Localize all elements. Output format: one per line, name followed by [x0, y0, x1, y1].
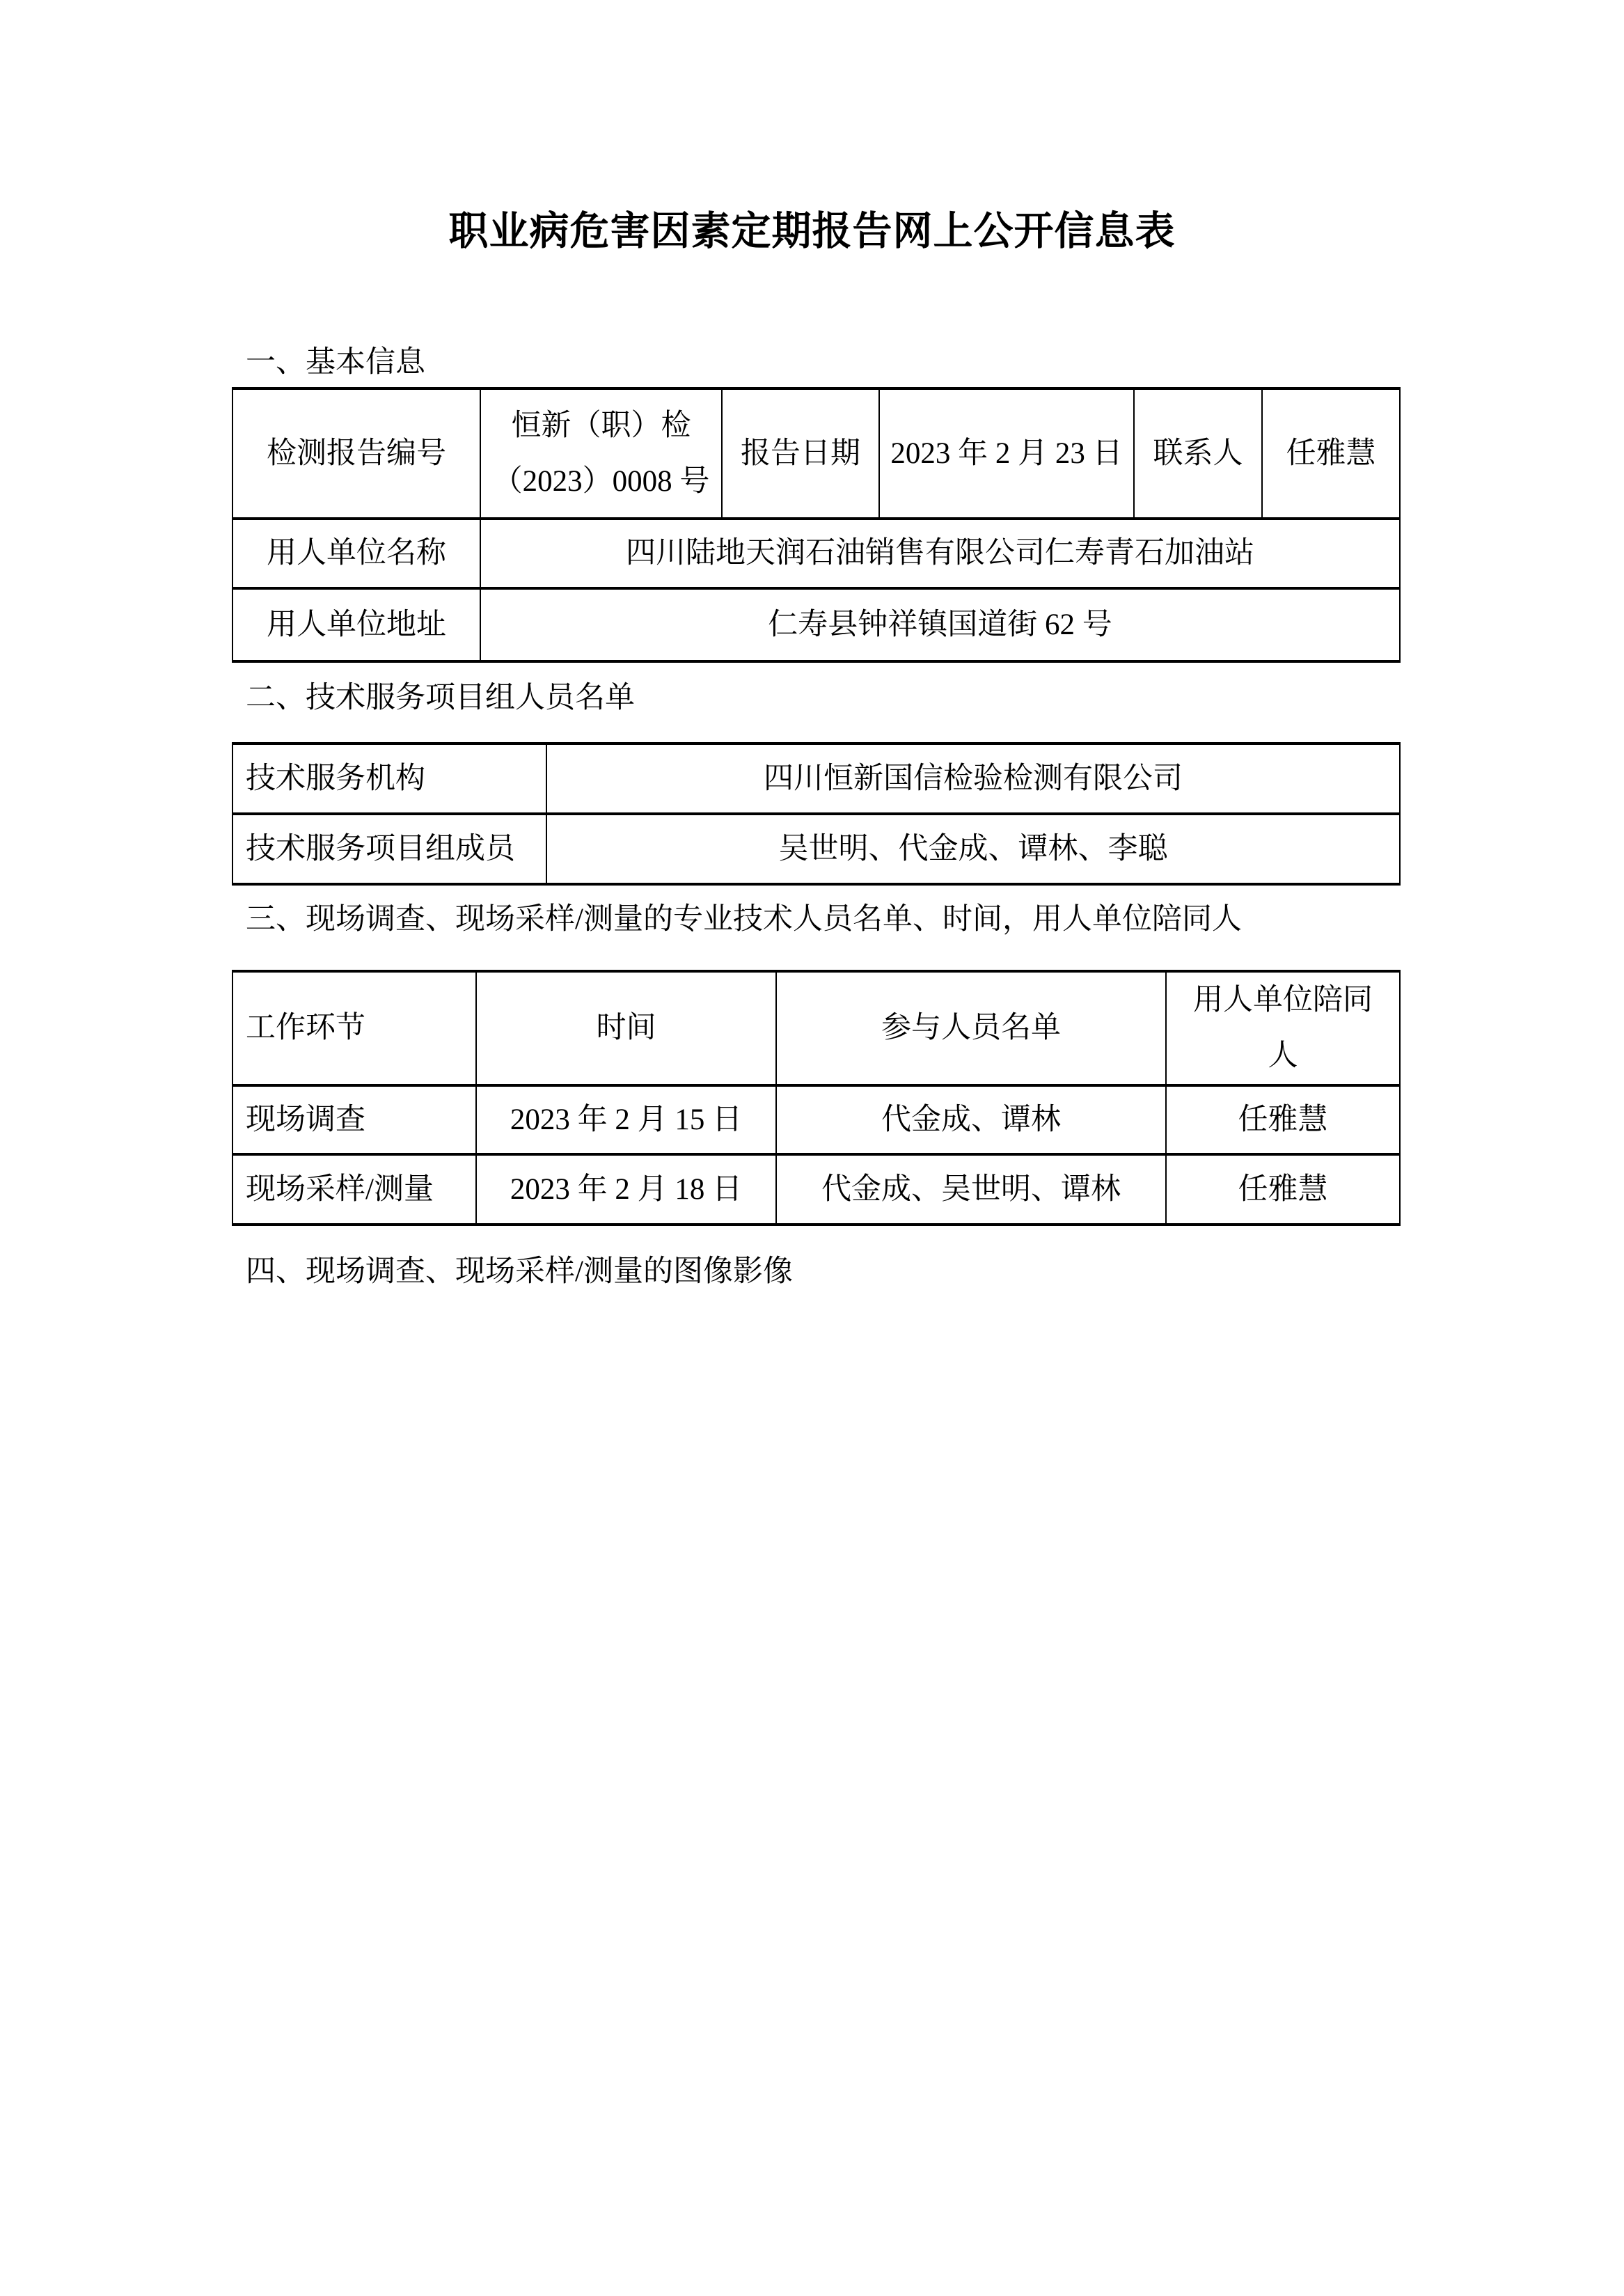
employer-address-value: 仁寿县钟祥镇国道街 62 号: [480, 588, 1400, 661]
basic-info-table: [232, 387, 1401, 663]
service-org-value: 四川恒新国信检验检测有限公司: [546, 744, 1400, 814]
escort-cell: 任雅慧: [1166, 1085, 1400, 1154]
table-row: [232, 814, 1400, 884]
employer-name-label: 用人单位名称: [232, 519, 480, 588]
table-row: [232, 1154, 1400, 1225]
contact-label: 联系人: [1134, 388, 1262, 519]
section1-heading: 一、基本信息: [246, 346, 425, 379]
work-step-cell: 现场采样/测量: [232, 1154, 476, 1225]
table-row: [232, 519, 1400, 588]
table-header-row: [232, 971, 1400, 1085]
service-team-table: [232, 742, 1401, 886]
site-work-table: [232, 970, 1401, 1226]
page-title: 职业病危害因素定期报告网上公开信息表: [448, 210, 1176, 253]
section3-heading: 三、现场调查、现场采样/测量的专业技术人员名单、时间，用人单位陪同人: [246, 903, 1242, 936]
report-no-value: 恒新（职）检（2023）0008 号: [480, 388, 722, 519]
table-row: [232, 588, 1400, 661]
table-row: [232, 744, 1400, 814]
time-cell: 2023 年 2 月 18 日: [476, 1154, 776, 1225]
contact-value: 任雅慧: [1262, 388, 1400, 519]
employer-name-value: 四川陆地天润石油销售有限公司仁寿青石加油站: [480, 519, 1400, 588]
report-date-label: 报告日期: [722, 388, 879, 519]
col-header-participants: 参与人员名单: [776, 971, 1166, 1085]
service-org-label: 技术服务机构: [232, 744, 546, 814]
col-header-work-step: 工作环节: [232, 971, 476, 1085]
team-members-label: 技术服务项目组成员: [232, 814, 546, 884]
participants-cell: 代金成、谭林: [776, 1085, 1166, 1154]
escort-cell: 任雅慧: [1166, 1154, 1400, 1225]
employer-address-label: 用人单位地址: [232, 588, 480, 661]
participants-cell: 代金成、吴世明、谭林: [776, 1154, 1166, 1225]
work-step-cell: 现场调查: [232, 1085, 476, 1154]
section2-heading: 二、技术服务项目组人员名单: [246, 682, 635, 714]
table-row: [232, 1085, 1400, 1154]
time-cell: 2023 年 2 月 15 日: [476, 1085, 776, 1154]
col-header-employer-escort: 用人单位陪同人: [1166, 971, 1400, 1085]
col-header-time: 时间: [476, 971, 776, 1085]
table-row: [232, 388, 1400, 519]
team-members-value: 吴世明、代金成、谭林、李聪: [546, 814, 1400, 884]
section4-heading: 四、现场调查、现场采样/测量的图像影像: [246, 1255, 793, 1288]
report-no-label: 检测报告编号: [232, 388, 480, 519]
report-date-value: 2023 年 2 月 23 日: [879, 388, 1134, 519]
